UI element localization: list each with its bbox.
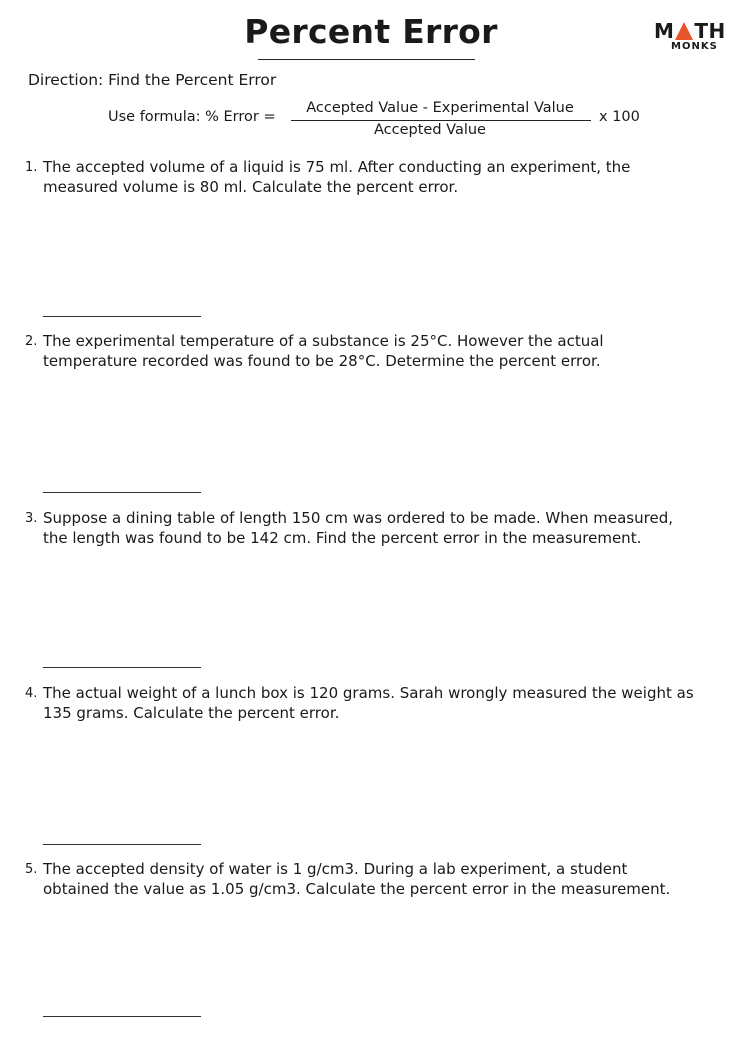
question-line: obtained the value as 1.05 g/cm3. Calculate the percent error in the measurement. bbox=[43, 880, 671, 898]
question-text bbox=[43, 859, 733, 899]
question-line: Suppose a dining table of length 150 cm was ordered to be made. When measured, bbox=[43, 509, 673, 527]
question-text bbox=[43, 508, 733, 548]
question-line: the length was found to be 142 cm. Find the percent error in the measurement. bbox=[43, 529, 642, 547]
answer-line[interactable] bbox=[43, 1016, 201, 1017]
answer-line[interactable] bbox=[43, 844, 201, 845]
question-line: measured volume is 80 ml. Calculate the percent error. bbox=[43, 178, 459, 196]
direction-text: Direction: Find the Percent Error bbox=[28, 71, 277, 89]
question-text bbox=[43, 331, 733, 371]
question-text bbox=[43, 157, 733, 197]
question-number: 4. bbox=[25, 686, 38, 701]
question-number: 2. bbox=[25, 334, 38, 349]
math-monks-logo bbox=[654, 20, 724, 56]
logo-wordmark bbox=[654, 20, 726, 42]
question-number: 1. bbox=[25, 160, 38, 175]
fraction-bar bbox=[291, 120, 591, 121]
formula-label: Use formula: % Error = bbox=[108, 109, 276, 125]
logo-letter-m: M bbox=[654, 19, 675, 43]
formula-denominator: Accepted Value bbox=[374, 122, 486, 138]
question-line: The actual weight of a lunch box is 120 grams. Sarah wrongly measured the weight as bbox=[43, 684, 694, 702]
question-line: 135 grams. Calculate the percent error. bbox=[43, 704, 340, 722]
formula-multiplier: x 100 bbox=[599, 109, 640, 125]
answer-line[interactable] bbox=[43, 667, 201, 668]
logo-triangle-icon bbox=[675, 22, 693, 40]
formula-numerator: Accepted Value - Experimental Value bbox=[306, 100, 574, 116]
question-number: 5. bbox=[25, 862, 38, 877]
question-text bbox=[43, 683, 733, 723]
question-line: The accepted density of water is 1 g/cm3. During a lab experiment, a student bbox=[43, 860, 628, 878]
answer-line[interactable] bbox=[43, 492, 201, 493]
question-line: temperature recorded was found to be 28°C. Determine the percent error. bbox=[43, 352, 601, 370]
logo-subtext: MONKS bbox=[671, 41, 718, 52]
question-line: The accepted volume of a liquid is 75 ml. After conducting an experiment, the bbox=[43, 158, 631, 176]
question-number: 3. bbox=[25, 511, 38, 526]
title-underline bbox=[258, 59, 475, 60]
page-title: Percent Error bbox=[244, 12, 498, 51]
logo-letters-th: TH bbox=[694, 19, 726, 43]
answer-line[interactable] bbox=[43, 316, 201, 317]
question-line: The experimental temperature of a substance is 25°C. However the actual bbox=[43, 332, 604, 350]
